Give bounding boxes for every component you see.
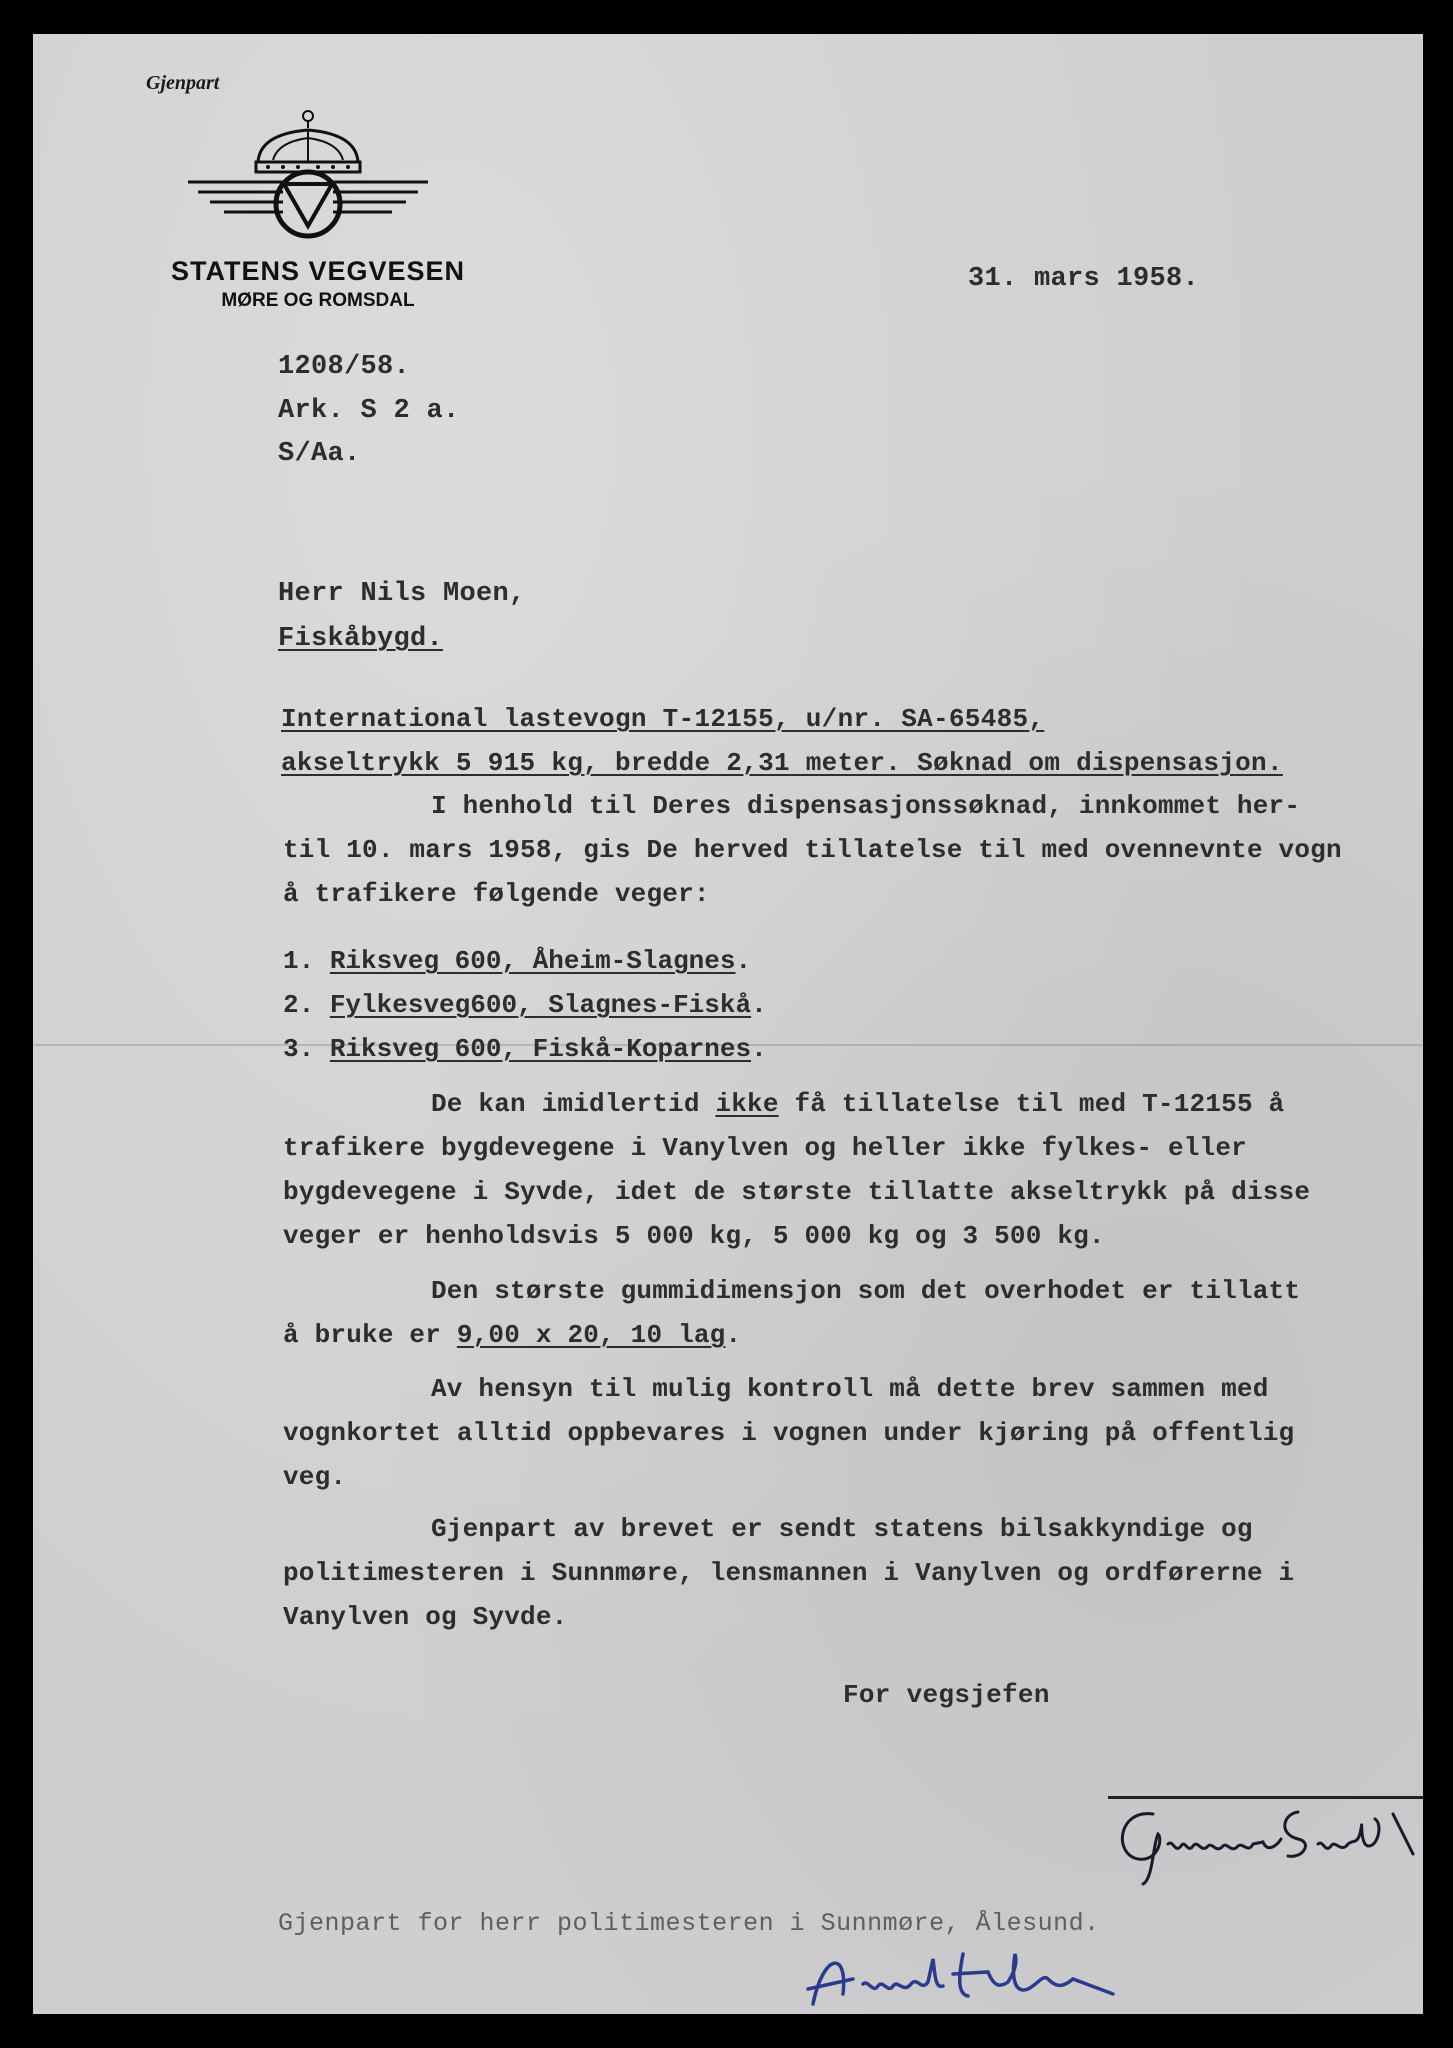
road-list	[283, 939, 767, 1071]
crown-winged-wheel-emblem-icon	[188, 104, 428, 274]
paragraph-line: Gjenpart av brevet er sendt statens bilsakkyndige og	[431, 1514, 1253, 1544]
paragraph-control	[283, 1367, 1294, 1499]
list-item: 1. Riksveg 600, Åheim-Slagnes.	[283, 946, 752, 976]
paragraph-line: å bruke er 9,00 x 20, 10 lag.	[283, 1320, 742, 1350]
organization-region: MØRE OG ROMSDAL	[221, 290, 415, 311]
archive-code: Ark. S 2 a.	[278, 396, 460, 426]
paragraph-line: å trafikere følgende veger:	[283, 879, 710, 909]
paragraph-line: Den største gummidimensjon som det overhodet er tillatt	[431, 1276, 1301, 1306]
copy-recipient-note: Gjenpart for herr politimesteren i Sunnmøre, Ålesund.	[278, 1909, 1100, 1938]
subject-line-1: International lastevogn T-12155, u/nr. SA-65485,	[281, 704, 1045, 734]
initials: S/Aa.	[278, 439, 361, 469]
paragraph-line: veg.	[283, 1462, 347, 1492]
paragraph-line: politimesteren i Sunnmøre, lensmannen i Vanylven og ordførerne i	[283, 1558, 1295, 1588]
recipient-name: Herr Nils Moen,	[278, 579, 526, 609]
closing-text: For vegsjefen	[843, 1680, 1050, 1710]
paragraph-line: vognkortet alltid oppbevares i vognen under kjøring på offentlig	[283, 1418, 1295, 1448]
paragraph-line: I henhold til Deres dispensasjonssøknad, innkommet her-	[431, 791, 1301, 821]
paragraph-permission	[283, 784, 1342, 916]
signature-vegsjef	[1113, 1784, 1423, 1894]
paragraph-line: veger er henholdsvis 5 000 kg, 5 000 kg og 3 500 kg.	[283, 1221, 1105, 1251]
list-item: 3. Riksveg 600, Fiskå-Koparnes.	[283, 1034, 767, 1064]
organization-name: STATENS VEGVESEN	[170, 256, 466, 286]
paragraph-line: Vanylven og Syvde.	[283, 1602, 568, 1632]
recipient-place: Fiskåbygd.	[278, 624, 444, 654]
copy-stamp: Gjenpart	[146, 72, 220, 94]
paragraph-line: Av hensyn til mulig kontroll må dette brev sammen med	[431, 1374, 1269, 1404]
signature-copy	[793, 1934, 1193, 2014]
paragraph-line: De kan imidlertid ikke få tillatelse til med T-12155 å	[431, 1089, 1285, 1119]
subject-line-2: akseltrykk 5 915 kg, bredde 2,31 meter. Søknad om dispensasjon.	[281, 748, 1283, 778]
paragraph-line: trafikere bygdevegene i Vanylven og heller ikke fylkes- eller	[283, 1133, 1247, 1163]
paragraph-line: bygdevegene i Syvde, idet de største tillatte akseltrykk på disse	[283, 1177, 1311, 1207]
letter-page	[33, 34, 1423, 2014]
paragraph-tyre-dimension	[283, 1269, 1300, 1357]
list-item: 2. Fylkesveg600, Slagnes-Fiskå.	[283, 990, 767, 1020]
paragraph-copies	[283, 1507, 1294, 1639]
reference-number: 1208/58.	[278, 352, 411, 382]
paragraph-line: til 10. mars 1958, gis De herved tillatelse til med ovennevnte vogn	[283, 835, 1342, 865]
letter-date: 31. mars 1958.	[968, 264, 1200, 294]
paragraph-restrictions	[283, 1082, 1310, 1258]
